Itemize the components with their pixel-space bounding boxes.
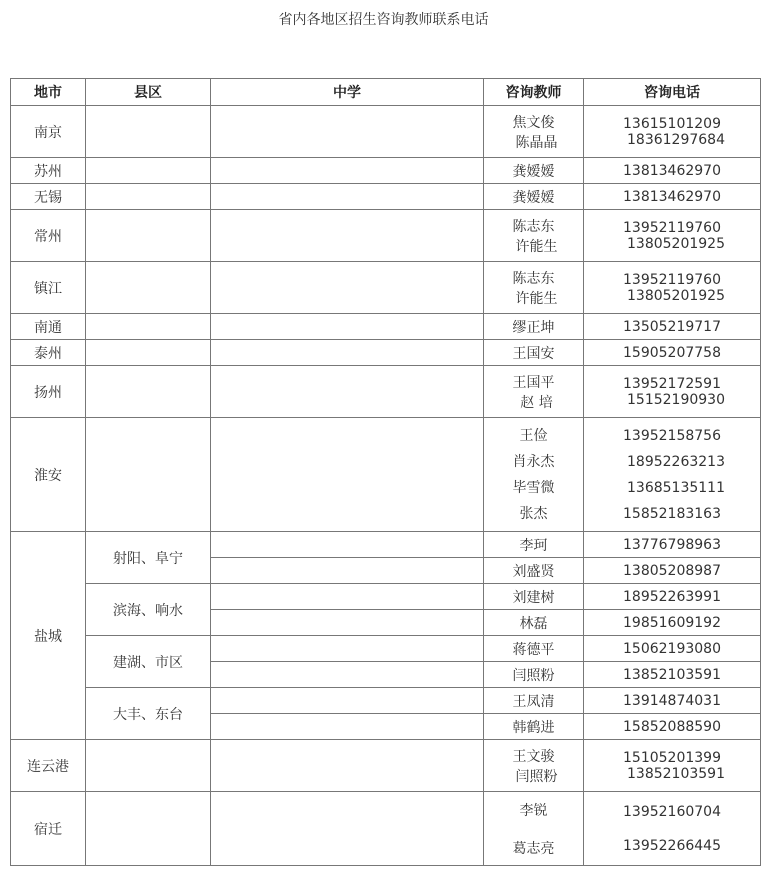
school-cell: [211, 636, 484, 662]
phone-cell: 13952158756 18952263213 13685135111 15852183163: [584, 418, 761, 532]
teacher-cell: 王凤清: [484, 688, 584, 714]
teacher-cell: 李锐 葛志亮: [484, 792, 584, 866]
phone-cell: 18952263991: [584, 584, 761, 610]
table-row: [11, 210, 761, 262]
district-cell: [86, 262, 211, 314]
phone-cell: 13505219717: [584, 314, 761, 340]
phone-cell: 15062193080: [584, 636, 761, 662]
phone-cell: 13952172591 15152190930: [584, 366, 761, 418]
teacher-cell: 王文骏 闫照粉: [484, 740, 584, 792]
school-cell: [211, 366, 484, 418]
teacher-cell: 龚嫒嫒: [484, 158, 584, 184]
table-row: [11, 340, 761, 366]
phone-cell: 13952119760 13805201925: [584, 262, 761, 314]
teacher-cell: 刘盛贤: [484, 558, 584, 584]
school-cell: [211, 106, 484, 158]
city-cell: 盐城: [11, 532, 86, 740]
school-cell: [211, 184, 484, 210]
city-cell: 镇江: [11, 262, 86, 314]
header-city: 地市: [11, 79, 86, 106]
city-cell: 常州: [11, 210, 86, 262]
teacher-cell: 林磊: [484, 610, 584, 636]
district-cell: 大丰、东台: [86, 688, 211, 740]
phone-cell: 13914874031: [584, 688, 761, 714]
school-cell: [211, 418, 484, 532]
school-cell: [211, 610, 484, 636]
header-teacher: 咨询教师: [484, 79, 584, 106]
page-title: 省内各地区招生咨询教师联系电话: [278, 12, 489, 28]
teacher-cell: 龚嫒嫒: [484, 184, 584, 210]
school-cell: [211, 740, 484, 792]
city-cell: 苏州: [11, 158, 86, 184]
phone-cell: 15852088590: [584, 714, 761, 740]
header-phone: 咨询电话: [584, 79, 761, 106]
phone-cell: 15905207758: [584, 340, 761, 366]
teacher-cell: 蒋德平: [484, 636, 584, 662]
phone-cell: 13952119760 13805201925: [584, 210, 761, 262]
school-cell: [211, 210, 484, 262]
school-cell: [211, 714, 484, 740]
district-cell: 滨海、响水: [86, 584, 211, 636]
phone-cell: 13852103591: [584, 662, 761, 688]
table-row: [11, 688, 761, 714]
district-cell: [86, 106, 211, 158]
teacher-cell: 陈志东 许能生: [484, 210, 584, 262]
teacher-cell: 韩鹤进: [484, 714, 584, 740]
school-cell: [211, 688, 484, 714]
school-cell: [211, 584, 484, 610]
teacher-cell: 王俭 肖永杰 毕雪微 张杰: [484, 418, 584, 532]
school-cell: [211, 532, 484, 558]
school-cell: [211, 262, 484, 314]
table-row: [11, 740, 761, 792]
district-cell: [86, 740, 211, 792]
school-cell: [211, 662, 484, 688]
city-cell: 南京: [11, 106, 86, 158]
school-cell: [211, 158, 484, 184]
phone-cell: 19851609192: [584, 610, 761, 636]
teacher-cell: 刘建树: [484, 584, 584, 610]
table-header-row: [11, 79, 761, 106]
teacher-cell: 缪正坤: [484, 314, 584, 340]
teacher-cell: 王国安: [484, 340, 584, 366]
teacher-cell: 焦文俊 陈晶晶: [484, 106, 584, 158]
phone-cell: 13776798963: [584, 532, 761, 558]
district-cell: [86, 158, 211, 184]
city-cell: 南通: [11, 314, 86, 340]
teacher-cell: 陈志东 许能生: [484, 262, 584, 314]
contacts-table: [10, 78, 761, 866]
teacher-cell: 李珂: [484, 532, 584, 558]
phone-cell: 13813462970: [584, 184, 761, 210]
school-cell: [211, 558, 484, 584]
phone-cell: 13813462970: [584, 158, 761, 184]
table-row: [11, 314, 761, 340]
district-cell: [86, 418, 211, 532]
district-cell: [86, 210, 211, 262]
table-row: [11, 418, 761, 532]
district-cell: [86, 340, 211, 366]
table-row: [11, 584, 761, 610]
teacher-cell: 王国平 赵 培: [484, 366, 584, 418]
district-cell: [86, 792, 211, 866]
table-row: [11, 532, 761, 558]
city-cell: 淮安: [11, 418, 86, 532]
table-row: [11, 106, 761, 158]
table-row: [11, 636, 761, 662]
district-cell: 建湖、市区: [86, 636, 211, 688]
table-row: [11, 158, 761, 184]
header-district: 县区: [86, 79, 211, 106]
city-cell: 连云港: [11, 740, 86, 792]
city-cell: 无锡: [11, 184, 86, 210]
city-cell: 扬州: [11, 366, 86, 418]
header-school: 中学: [211, 79, 484, 106]
table-row: [11, 184, 761, 210]
phone-cell: 15105201399 13852103591: [584, 740, 761, 792]
phone-cell: 13952160704 13952266445: [584, 792, 761, 866]
district-cell: [86, 184, 211, 210]
table-row: [11, 366, 761, 418]
district-cell: 射阳、阜宁: [86, 532, 211, 584]
table-row: [11, 262, 761, 314]
city-cell: 宿迁: [11, 792, 86, 866]
district-cell: [86, 366, 211, 418]
phone-cell: 13805208987: [584, 558, 761, 584]
district-cell: [86, 314, 211, 340]
phone-cell: 13615101209 18361297684: [584, 106, 761, 158]
school-cell: [211, 340, 484, 366]
school-cell: [211, 314, 484, 340]
teacher-cell: 闫照粉: [484, 662, 584, 688]
city-cell: 泰州: [11, 340, 86, 366]
table-row: [11, 792, 761, 866]
school-cell: [211, 792, 484, 866]
